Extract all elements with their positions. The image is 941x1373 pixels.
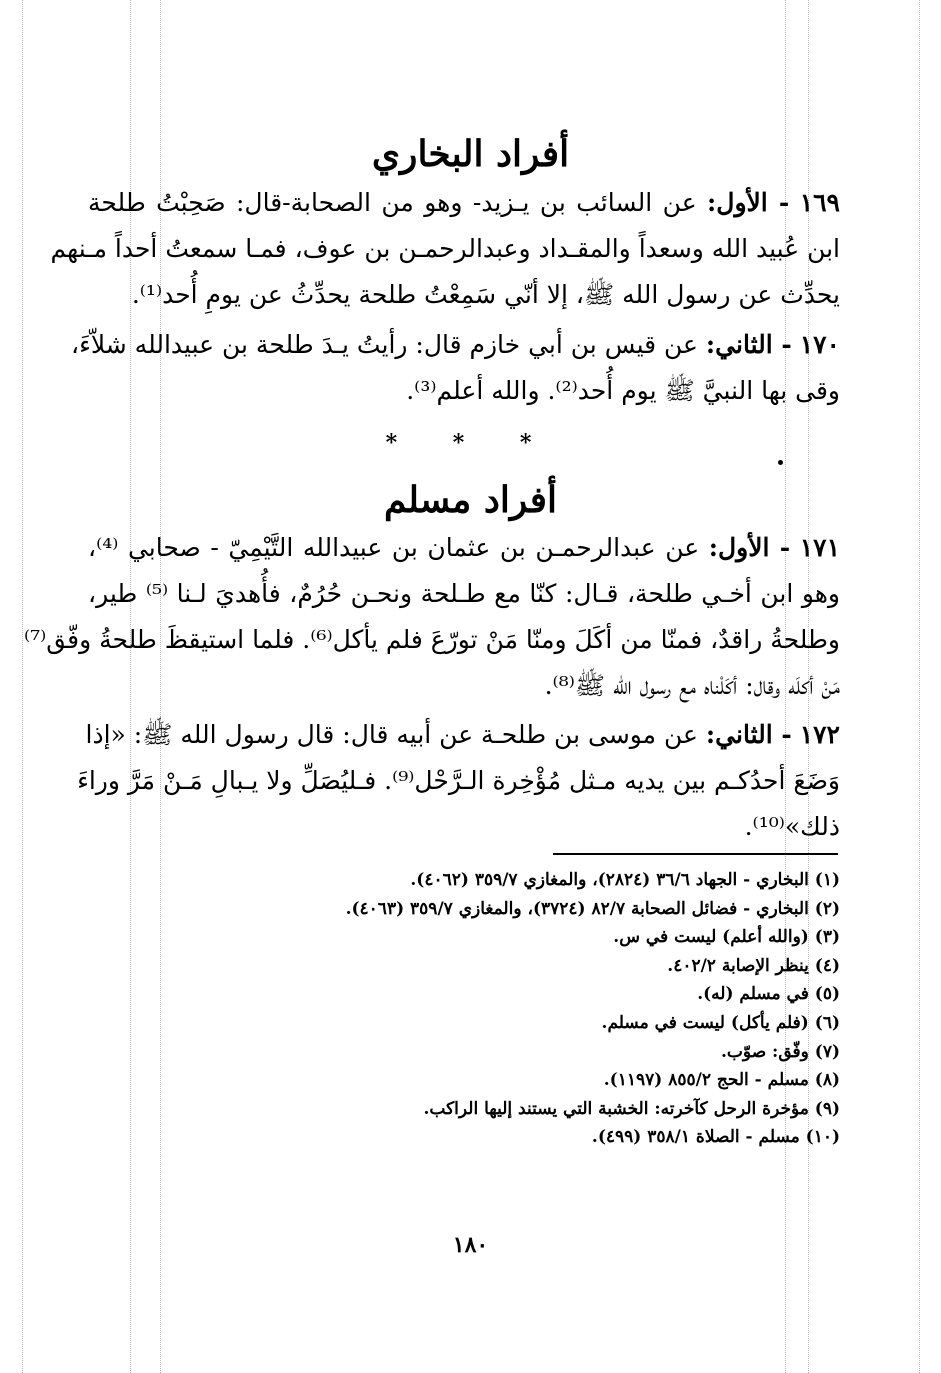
hadith-text: عن قيس بن أبي خازم قال: رأيتُ يـدَ طلحة بن عبيدالله شلاّءَ، bbox=[71, 330, 698, 359]
footnote-separator bbox=[553, 853, 838, 855]
hadith-number: ١٦٩ bbox=[799, 188, 840, 217]
hadith-172-line-2: وَضَعَ أحدُكـم بين يديه مـثل مُؤْخِرة الـرَّحْل⁽⁹⁾. فـليُصَلِّ ولا يـبالِ مَـنْ مَرَّ وراءَ bbox=[77, 766, 840, 795]
hadith-170-line-2: وقى بها النبيَّ ﷺ يوم أُحد⁽²⁾. والله أعلم⁽³⁾. bbox=[406, 376, 840, 405]
hadith-lead: - الأول: bbox=[707, 188, 790, 217]
footnote-1: (١) البخاري - الجهاد ٣٦/٦ (٢٨٢٤)، والمغازي ٣٥٩/٧ (٤٠٦٢). bbox=[410, 870, 840, 890]
footnote-9: (٩) مؤخرة الرحل كآخرته: الخشبة التي يستند إليها الراكب. bbox=[423, 1098, 840, 1119]
footnote-4: (٤) ينظر الإصابة ٤٠٢/٢. bbox=[667, 955, 840, 976]
hadith-171-line-4: مَنْ أكلَه وقال: أكَلْناه مع رسول الله ﷺ⁽⁸⁾. bbox=[544, 671, 840, 700]
hadith-169-line-3: يحدِّث عن رسول الله ﷺ، إلا أنّي سَمِعْتُ طلحة يحدِّثُ عن يومِ أُحد⁽¹⁾. bbox=[131, 280, 840, 309]
margin-guide-line bbox=[22, 0, 23, 1373]
hadith-lead: - الأول: bbox=[708, 533, 791, 562]
footnotes bbox=[140, 866, 840, 1152]
stray-mark bbox=[778, 460, 783, 465]
section-separator-stars: * * * bbox=[385, 430, 556, 456]
footnote-6: (٦) (فلم يأكل) ليست في مسلم. bbox=[601, 1012, 840, 1033]
page-number: ١٨٠ bbox=[452, 1232, 489, 1258]
section-heading-muslim: أفراد مسلم bbox=[384, 479, 557, 521]
hadith-170 bbox=[71, 322, 840, 414]
hadith-171 bbox=[23, 525, 841, 709]
hadith-172-line-3: ذلك»⁽¹⁰⁾. bbox=[744, 812, 840, 841]
hadith-text: عن عبدالرحمـن بن عثمان بن عبيدالله التَّيْمِيّ - صحابي ⁽⁴⁾، bbox=[88, 533, 700, 562]
footnote-5: (٥) في مسلم (له). bbox=[697, 984, 840, 1005]
hadith-172 bbox=[77, 712, 840, 850]
hadith-lead: - الثاني: bbox=[705, 720, 792, 749]
hadith-number: ١٧٠ bbox=[799, 330, 840, 359]
footnote-8: (٨) مسلم - الحج ٨٥٥/٢ (١١٩٧). bbox=[603, 1070, 840, 1091]
hadith-169 bbox=[50, 180, 840, 318]
hadith-text: عن موسى بن طلحـة عن أبيه قال: قال رسول الله ﷺ: «إذا bbox=[85, 720, 698, 749]
hadith-text: عن السائب بن يـزيد- وهو من الصحابة-قال: صَحِبْتُ طلحة bbox=[88, 188, 697, 217]
footnote-2: (٢) البخاري - فضائل الصحابة ٨٢/٧ (٣٧٢٤)، والمغازي ٣٥٩/٧ (٤٠٦٣). bbox=[345, 898, 840, 919]
footnote-10: (١٠) مسلم - الصلاة ٣٥٨/١ (٤٩٩). bbox=[591, 1127, 840, 1148]
hadith-171-line-1 bbox=[88, 525, 840, 571]
footnote-3: (٣) (والله أعلم) ليست في س. bbox=[613, 927, 840, 948]
footnote-7: (٧) وفّق: صوّب. bbox=[721, 1041, 840, 1062]
hadith-170-line-1 bbox=[71, 322, 840, 368]
section-heading-bukhari: أفراد البخاري bbox=[371, 133, 570, 175]
hadith-number: ١٧٢ bbox=[799, 720, 840, 749]
hadith-169-line-2: ابن عُبيد الله وسعداً والمقـداد وعبدالرحمـن بن عوف، فمـا سمعتُ أحداً مـنهم bbox=[50, 234, 840, 263]
hadith-171-line-3: وطلحةُ راقدٌ، فمنّا من أكَلَ ومنّا مَنْ تورّعَ فلم يأكل⁽⁶⁾. فلما استيقظَ طلحةُ وفّق⁽⁷⁾ bbox=[23, 625, 840, 654]
margin-guide-line bbox=[919, 0, 920, 1373]
hadith-171-line-2: وهو ابن أخـي طلحة، قـال: كنّا مع طـلحة ونحـن حُرُمٌ، فأُهديَ لـنا ⁽⁵⁾ طير، bbox=[88, 579, 840, 608]
hadith-lead: - الثاني: bbox=[705, 330, 792, 359]
hadith-number: ١٧١ bbox=[799, 533, 841, 562]
hadith-169-line-1 bbox=[88, 180, 840, 226]
hadith-172-line-1 bbox=[85, 712, 840, 758]
